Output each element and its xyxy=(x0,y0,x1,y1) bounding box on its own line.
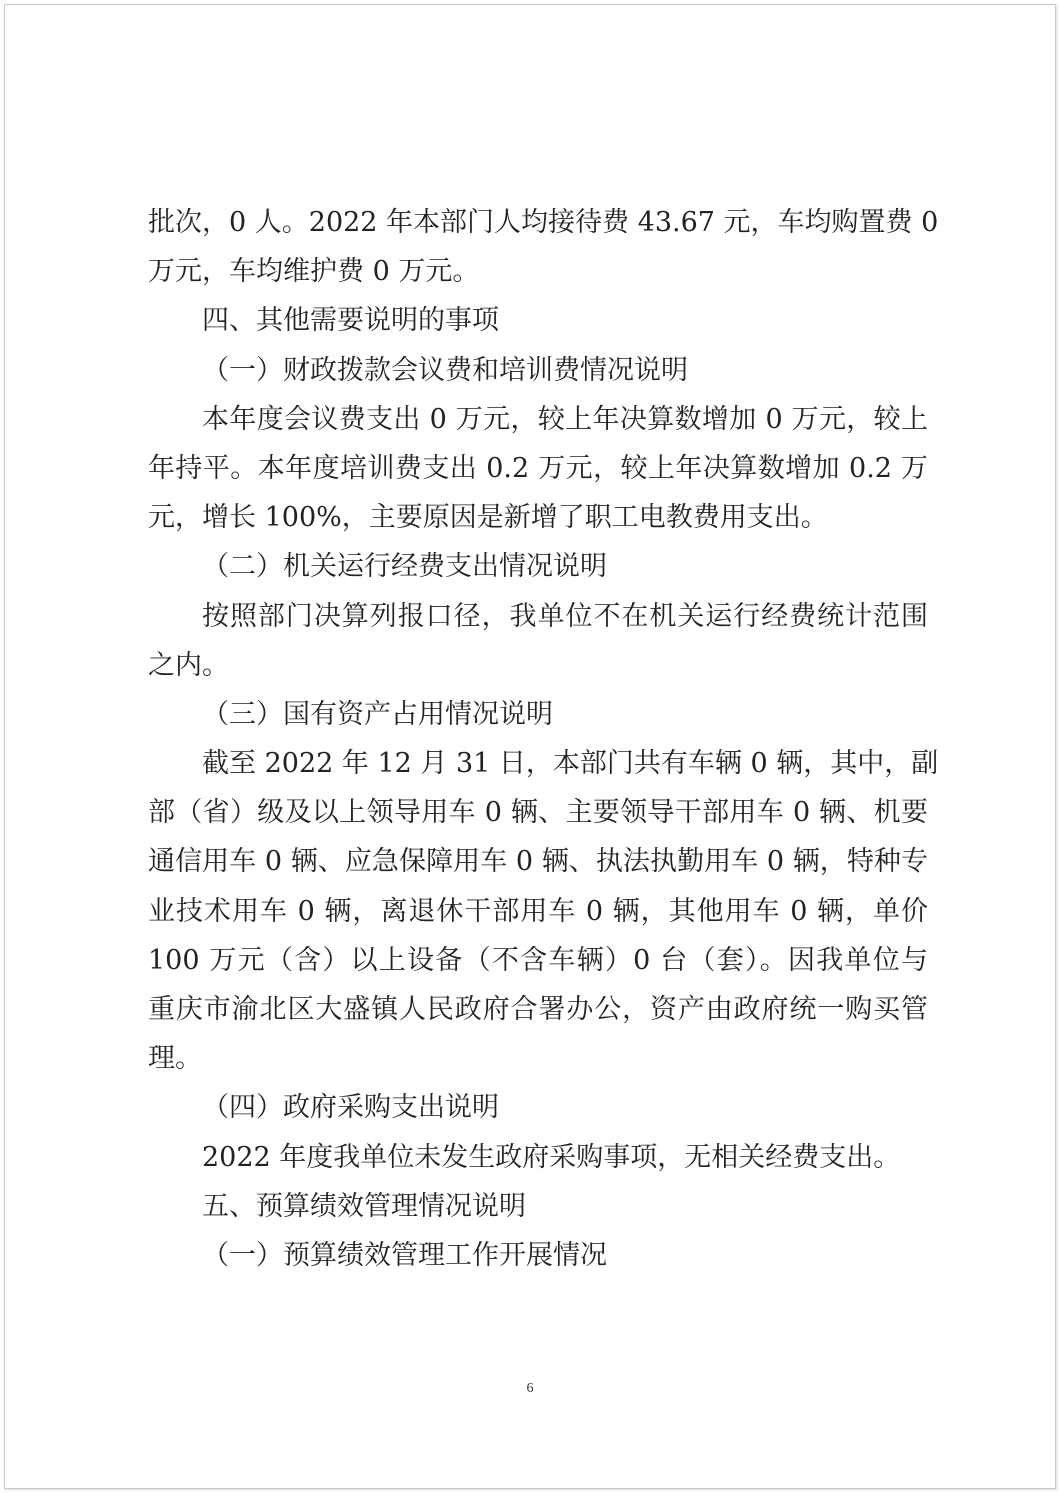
subsection-heading-4-4: （四）政府采购支出说明 xyxy=(202,1092,499,1124)
text-line-1: 批次，0 人。2022 年本部门人均接待费 43.67 元，车均购置费 0 xyxy=(148,207,939,238)
text-line-12: 截至 2022 年 12 月 31 日，本部门共有车辆 0 辆，其中，副 xyxy=(202,748,939,780)
section-heading-4: 四、其他需要说明的事项 xyxy=(202,305,499,337)
text-line-6: 年持平。本年度培训费支出 0.2 万元，较上年决算数增加 0.2 万 xyxy=(148,452,928,484)
text-line-13: 部（省）级及以上领导用车 0 辆、主要领导干部用车 0 辆、机要 xyxy=(148,797,928,829)
text-line-15: 业技术用车 0 辆，离退休干部用车 0 辆，其他用车 0 辆，单价 xyxy=(148,895,928,927)
text-line-7: 元，增长 100%，主要原因是新增了职工电教费用支出。 xyxy=(148,502,828,534)
section-heading-5: 五、预算绩效管理情况说明 xyxy=(202,1190,526,1222)
subsection-heading-4-1: （一）财政拨款会议费和培训费情况说明 xyxy=(202,354,688,386)
subsection-heading-5-1: （一）预算绩效管理工作开展情况 xyxy=(202,1239,607,1271)
text-line-5: 本年度会议费支出 0 万元，较上年决算数增加 0 万元，较上 xyxy=(202,403,928,435)
text-line-16: 100 万元（含）以上设备（不含车辆）0 台（套）。因我单位与 xyxy=(148,944,928,976)
subsection-heading-4-2: （二）机关运行经费支出情况说明 xyxy=(202,551,607,583)
text-line-2: 万元，车均维护费 0 万元。 xyxy=(148,256,480,288)
text-line-10: 之内。 xyxy=(148,649,229,681)
text-line-18: 理。 xyxy=(148,1043,202,1075)
text-line-9: 按照部门决算列报口径，我单位不在机关运行经费统计范围 xyxy=(202,600,928,632)
text-line-14: 通信用车 0 辆、应急保障用车 0 辆、执法执勤用车 0 辆，特种专 xyxy=(148,846,928,878)
text-line-20: 2022 年度我单位未发生政府采购事项，无相关经费支出。 xyxy=(202,1141,901,1173)
page-number: 6 xyxy=(526,1381,534,1396)
document-body xyxy=(148,198,939,1280)
subsection-heading-4-3: （三）国有资产占用情况说明 xyxy=(202,698,553,730)
text-line-17: 重庆市渝北区大盛镇人民政府合署办公，资产由政府统一购买管 xyxy=(148,994,928,1025)
